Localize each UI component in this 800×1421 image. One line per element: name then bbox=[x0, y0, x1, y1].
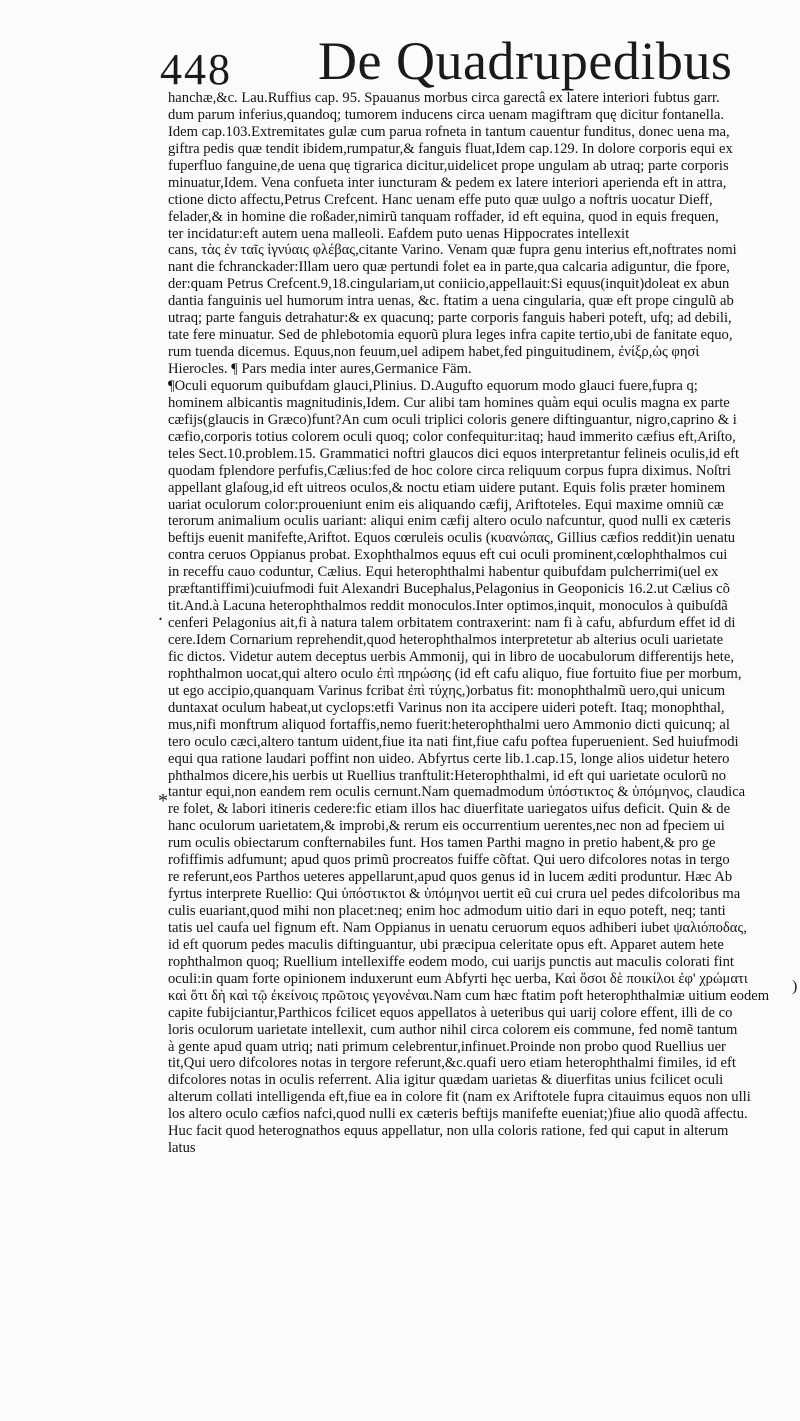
text-line: re folet, & labori itineris cedere:fic etiam illos hac diuerfitate uariegatos uifus deficit. Quin & de bbox=[168, 801, 731, 818]
text-line: ctione dicto affectu,Petrus Crefcent. Hanc uenam effe puto quæ uulgo a noftris uocatur Dieff, bbox=[168, 191, 713, 208]
text-line: oculi:in quam forte opinionem induxerunt eum Abfyrti hęc uerba, Καὶ ὅσοι δὲ ποικίλοι ἐφ' χρώματι bbox=[168, 970, 748, 987]
text-line: terorum animalium oculis uariant: aliqui enim cæfij altero oculo nafcuntur, quod nulli ex cæteris bbox=[168, 513, 731, 530]
text-line: loris oculorum uarietate intellexit, cum author nihil circa colorem eis commune, fed nomẽ tantum bbox=[168, 1021, 738, 1038]
text-line: rum oculis obiectarum confternabiles funt. Hos tamen Parthi magno in pretio habent,& pro ge bbox=[168, 835, 716, 852]
text-line: appellant glaſoug,id eft uitreos oculos,& noctu etiam uidere putant. Equis folis præter hominem bbox=[168, 479, 726, 496]
text-line: à gente apud quam utriq; nati primum celebrentur,infinuet.Proinde non probo quod Ruellius uer bbox=[168, 1038, 726, 1055]
text-line: tantur equi,non eandem rem oculis cernunt.Nam quemadmodum ὑπόστικτος & ὑπόμηνος, claudica bbox=[168, 784, 746, 801]
text-line: cæfijs(glaucis in Græco)funt?An cum oculi triplici coloris genere diftinguantur, nigro,caprino & i bbox=[168, 411, 737, 428]
text-line: mus,nifi monftrum aliquod fortaffis,nemo fuerit:heterophthalmi uero Ammonio dicti quicunq; al bbox=[168, 716, 730, 733]
text-line: nant die fchranckader:Illam uero quæ pertundi folet ea in parte,qua calcaria adiguntur, die fpore, bbox=[168, 259, 730, 276]
text-line: ter incidatur:eft autem uena malleoli. Eafdem puto uenas Hippocrates intellexit bbox=[168, 225, 630, 242]
page-header bbox=[0, 0, 800, 92]
margin-parenthesis: ) bbox=[792, 978, 798, 995]
text-line: Idem cap.103.Extremitates gulæ cum parua rofneta in tantum cauentur funditus, donec uena ma, bbox=[168, 123, 730, 140]
text-line: alterum collati intelligenda eft,fiue ea in colore fit (nam ex Ariftotele fupra citauimus equos non ulli bbox=[168, 1089, 751, 1106]
text-line: id eft quorum pedes maculis diftinguantur, ubi præcipua celeritate opus eft. Apparet autem hete bbox=[168, 936, 724, 953]
text-line: tit,Qui uero difcolores notas in tergore referunt,&c.quafi uero etiam heterophthalmi fimiles, id eft bbox=[168, 1055, 736, 1072]
text-line: hominem albicantis magnitudinis,Idem. Cur alibi tam homines quàm equi oculis magna ex parte bbox=[168, 394, 730, 411]
text-line: duntaxat oculum habeat,ut cyclops:etfi Varinus non ita accipere uideri poteft. Itaq; monophthal, bbox=[168, 699, 725, 716]
text-line: cæfio,corporis totius colorem oculi quoq; color confequitur:itaq; haud immerito cæfius eft,Ariſto, bbox=[168, 428, 736, 445]
text-line: re referunt,eos Parthos ueteres appellarunt,apud quos genus id in lucem æditi produntur. Hæc Ab bbox=[168, 869, 733, 886]
text-line: rophthalmon uocat,qui altero oculo ἐπὶ πηρώσης (id eft cafu aliquo, fiue fortuito fiue per morbum, bbox=[168, 665, 742, 682]
text-line: los altero oculo cæfios nafci,quod nulli ex cæteris beftijs manifefte eueniat;)fiue alio quodã affectu. bbox=[168, 1106, 748, 1123]
text-line: cenferi Pelagonius ait,fi à natura talem orbitatem contraxerint: nam fi à cafu, abfurdum effet id di bbox=[168, 615, 736, 632]
text-line: der:quam Petrus Crefcent.9,18.cingulariam,ut coniicio,appellauit:Si equus(inquit)doleat ex abun bbox=[168, 276, 730, 293]
text-line: cere.Idem Cornarium reprehendit,quod heterophthalmos interpretetur ab alterius oculi uarietate bbox=[168, 632, 724, 648]
text-line: phthalmos dicere,his uerbis ut Ruellius tranftulit:Heterophthalmi, id eft qui uarietate oculorũ no bbox=[168, 767, 727, 784]
text-line: fic dictos. Videtur autem deceptus uerbis Ammonij, qui in libro de uocabulorum differentijs hete, bbox=[168, 648, 734, 665]
text-line: Hierocles. ¶ Pars media inter aures,Germanice Fäm. bbox=[168, 361, 472, 377]
text-line: hanc oculorum uarietatem,& improbi,& rerum eis occurrentium uerentes,nec non ad fpeciem ui bbox=[168, 818, 725, 835]
text-line: tero oculo cæci,altero tantum uident,fiue ita nati fint,fiue cafu poftea fuperuenient. Sed huiufmodi bbox=[168, 733, 739, 750]
text-line: equi qua ratione laudari poffint non uideo. Abfyrtus certe lib.1.cap.15, longe alios uidetur hetero bbox=[168, 750, 730, 767]
text-line: καὶ ὅτι δὴ καὶ τῷ ἐκείνοις πρῶτοις γεγονέναι.Nam cum hæc ftatim poft heterophthalmiæ uitium eodem bbox=[168, 987, 770, 1004]
text-line: dantia fanguinis uel humorum intra uenas, &c. ftatim a uena cingularia, quæ eft prope cingulũ ab bbox=[168, 293, 734, 310]
text-line: dum parum inferius,quandoq; tumorem inducens circa uenam magiftram quę dicitur fontanella. bbox=[168, 106, 725, 123]
text-line: rum tuenda dicemus. Equus,non feuum,uel adipem habet,fed pinguitudinem, ἐνίξρ,ὡς φησὶ bbox=[168, 344, 700, 361]
text-line: latus bbox=[168, 1140, 196, 1157]
text-line: tit.And.à Lacuna heterophthalmos reddit monoculos.Inter optimos,inquit, monoculos à quibuſdã bbox=[168, 598, 728, 615]
text-line: contra ceruos Oppianus probat. Exophthalmos equus eft cui oculi prominent,cœlophthalmos cui bbox=[168, 547, 728, 564]
margin-dot: . bbox=[158, 603, 163, 625]
text-line: præftantiffimi)cuiufmodi fuit Alexandri Bucephalus,Pelagonius in Geoponicis 16.2.ut Cælius cõ bbox=[168, 581, 730, 598]
text-line: utraq; parte fanguis detrahatur:& ex quacunq; parte corporis fanguis haberi poteft, ufq; ad debili, bbox=[168, 310, 732, 327]
text-line: in receffu cauo coduntur, Cælius. Equi heterophthalmi habentur quibufdam pulcherrimi(uel ex bbox=[168, 564, 719, 581]
text-line: beftijs euenit manifefte,Ariftot. Equos cœruleis oculis (κυανώπας, Gillius cæfios reddit)in uenatu bbox=[168, 530, 736, 547]
text-line: difcolores notas in oculis referrent. Alia igitur quædam uarietas & diuerfitas unius fcilicet oculi bbox=[168, 1072, 724, 1089]
text-line: giftra pedis quæ tendit ibidem,rumpatur,& fanguis fluat,Idem cap.129. In dolore corporis equi ex bbox=[168, 140, 733, 157]
body-text bbox=[168, 90, 794, 1157]
text-line: hanchæ,&c. Lau.Ruffius cap. 95. Spauanus morbus circa garectâ ex latere interiori fubtus garr. bbox=[168, 90, 720, 106]
text-line: cans, τὰς ἐν ταῖς ἰγνύαις φλέβας,citante Varino. Venam quæ fupra genu interius eft,noftrates nomi bbox=[168, 242, 737, 259]
page-number: 448 bbox=[160, 45, 232, 94]
text-line: rophthalmon quoq; Ruellium intellexiffe eodem modo, cui uarijs punctis aut maculis colorati fint bbox=[168, 953, 734, 970]
text-line: Huc facit quod heterognathos equus appellatur, non ulla coloris ratione, fed qui caput in alterum bbox=[168, 1123, 729, 1140]
text-line: tate fere minuatur. Sed de phlebotomia equorũ plura leges infra capite tertio,ubi de fanitate equo, bbox=[168, 327, 733, 344]
text-line: uariat oculorum color:proueniunt enim eis aliquando cæfij, Ariftoteles. Equi maxime omniũ cæ bbox=[168, 496, 724, 513]
text-line: quodam fplendore perfufis,Cælius:fed de hoc colore circa reliquum corpus fupra diximus. Noſtri bbox=[168, 462, 731, 479]
text-line: teles Sect.10.problem.15. Grammatici noftri glaucos dici equos interpretantur felineis oculis,id eft bbox=[168, 445, 740, 462]
margin-asterisk: * bbox=[158, 790, 168, 812]
text-line: capite fubijciantur,Parthicos fcilicet equos appellatos à ueteribus qui uarij colore effent, illi de co bbox=[168, 1004, 733, 1021]
text-line: fuperfluo fanguine,de uena quę tigrarica dicitur,uidelicet prope ungulam ab utraq; parte corporis bbox=[168, 157, 729, 174]
text-line: minuatur,Idem. Vena confueta inter iuncturam & pedem ex latere interiori aperienda eft in attra, bbox=[168, 174, 727, 191]
text-line: felader,& in homine die roßader,nimirũ tanquam roffader, id eft equina, quod in equis frequen, bbox=[168, 208, 719, 225]
text-line: rofiffimis adfumunt; apud quos primũ procreatos fuiffe cõftat. Qui uero difcolores notas in tergo bbox=[168, 852, 730, 869]
text-line: ut ego accipio,quanquam Varinus fcribat ἐπὶ τύχης,)orbatus fit: monophthalmũ uero,qui unicum bbox=[168, 682, 726, 699]
text-line: culis euariant,quod mihi non placet:neq; enim hoc admodum uitio dari in equo poteft, neq; tanti bbox=[168, 903, 726, 919]
text-line: fyrtus interprete Ruellio: Qui ὑπόστικτοι & ὑπόμηνοι uertit eũ cui crura uel pedes difcoloribus ma bbox=[168, 886, 741, 903]
text-line: tatis uel caufa uel fignum eft. Nam Oppianus in uenatu ceruorum equos adhiberi iubet ψαλιόποδας, bbox=[168, 919, 747, 936]
text-line: ¶Oculi equorum quibufdam glauci,Plinius. D.Augufto equorum modo glauci fuere,fupra q; bbox=[168, 377, 698, 394]
running-title: De Quadrupedibus bbox=[318, 31, 733, 91]
